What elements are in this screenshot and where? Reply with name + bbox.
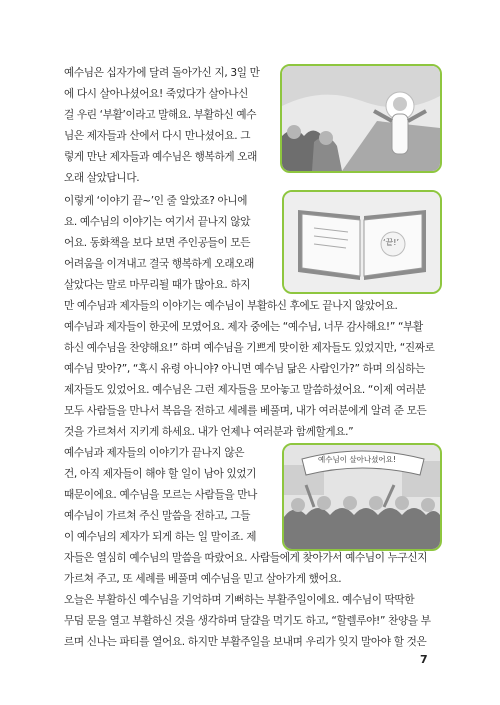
text-line: 만 예수님과 제자들의 이야기는 예수님이 부활하신 후에도 끝나지 않았어요. (64, 300, 398, 312)
text-line: 예수님과 제자들이 한곳에 모였어요. 제자 중에는 “예수님, 너무 감사해요!” “부활 (64, 321, 423, 333)
text-line: 무덤 문을 열고 부활하신 것을 생각하며 달걀을 먹기도 하고, “할렐루야!” 찬양을 부 (64, 615, 431, 627)
text-line: 예수님과 제자들의 이야기가 끝나지 않은 (64, 447, 245, 459)
text-line: 어려움을 이겨내고 결국 행복하게 오래오래 (64, 258, 254, 270)
text-line: 어요. 동화책을 보다 보면 주인공들이 모든 (64, 237, 251, 249)
text-line: 자들은 열심히 예수님의 말씀을 따랐어요. 사람들에게 찾아가서 예수님이 누구신지 (64, 552, 428, 564)
text-line: 예수님이 가르쳐 주신 말씀을 전하고, 그들 (64, 510, 251, 522)
text-line: 건, 아직 제자들이 해야 할 일이 남아 있었기 (64, 468, 257, 480)
text-line: 것을 가르쳐서 지키게 하세요. 내가 언제나 여러분과 함께할게요.” (64, 426, 354, 438)
text-line: 걸 우린 ‘부활’이라고 말해요. 부활하신 예수 (64, 109, 257, 121)
text-line: 에 다시 살아나셨어요! 죽었다가 살아나신 (64, 88, 248, 100)
resurrection-illustration (280, 64, 442, 173)
text-line: 제자들도 있었어요. 예수님은 그런 제자들을 모아놓고 말씀하셨어요. “이제 여러분 (64, 384, 426, 396)
text-line: 렇게 만난 제자들과 예수님은 행복하게 오래 (64, 151, 257, 163)
text-line: 님은 제자들과 산에서 다시 만나셨어요. 그 (64, 130, 251, 142)
text-line: 이렇게 ‘이야기 끝~’인 줄 알았죠? 아니에 (64, 195, 248, 207)
text-line: 예수님은 십자가에 달려 돌아가신 지, 3일 만 (64, 67, 260, 79)
book-end-label: ‘끝!’ (383, 238, 400, 247)
text-line: 이 예수님의 제자가 되게 하는 일 말이죠. 제 (64, 531, 257, 543)
text-line: 요. 예수님의 이야기는 여기서 끝나지 않았 (64, 216, 251, 228)
banner-text: 예수님이 살아나셨어요! (318, 455, 396, 464)
text-line: 가르쳐 주고, 또 세례를 베풀며 예수님을 믿고 살아가게 했어요. (64, 573, 342, 585)
text-line: 르며 신나는 파티를 열어요. 하지만 부활주일을 보내며 우리가 잊지 말아야 할 것은 (64, 636, 427, 648)
text-line: 오래 살았답니다. (64, 172, 140, 184)
storybook-illustration (282, 190, 442, 294)
text-line: 하신 예수님을 찬양해요!” 하며 예수님을 기쁘게 맞이한 제자들도 있었지만, “진짜로 (64, 342, 435, 354)
text-line: 살았다는 말로 마무리될 때가 많아요. 하지 (64, 279, 251, 291)
text-line: 오늘은 부활하신 예수님을 기억하며 기뻐하는 부활주일이에요. 예수님이 딱딱한 (64, 594, 415, 606)
text-line: 때문이에요. 예수님을 모르는 사람들을 만나 (64, 489, 257, 501)
text-line: 예수님 맞아?”, “혹시 유령 아니야? 아니면 예수님 닮은 사람인가?” 하며 의심하는 (64, 363, 425, 375)
text-line: 모두 사람들을 만나서 복음을 전하고 세례를 베풀며, 내가 여러분에게 알려 준 모든 (64, 405, 427, 417)
crowd-illustration (282, 443, 442, 551)
page-number: 7 (420, 653, 428, 666)
